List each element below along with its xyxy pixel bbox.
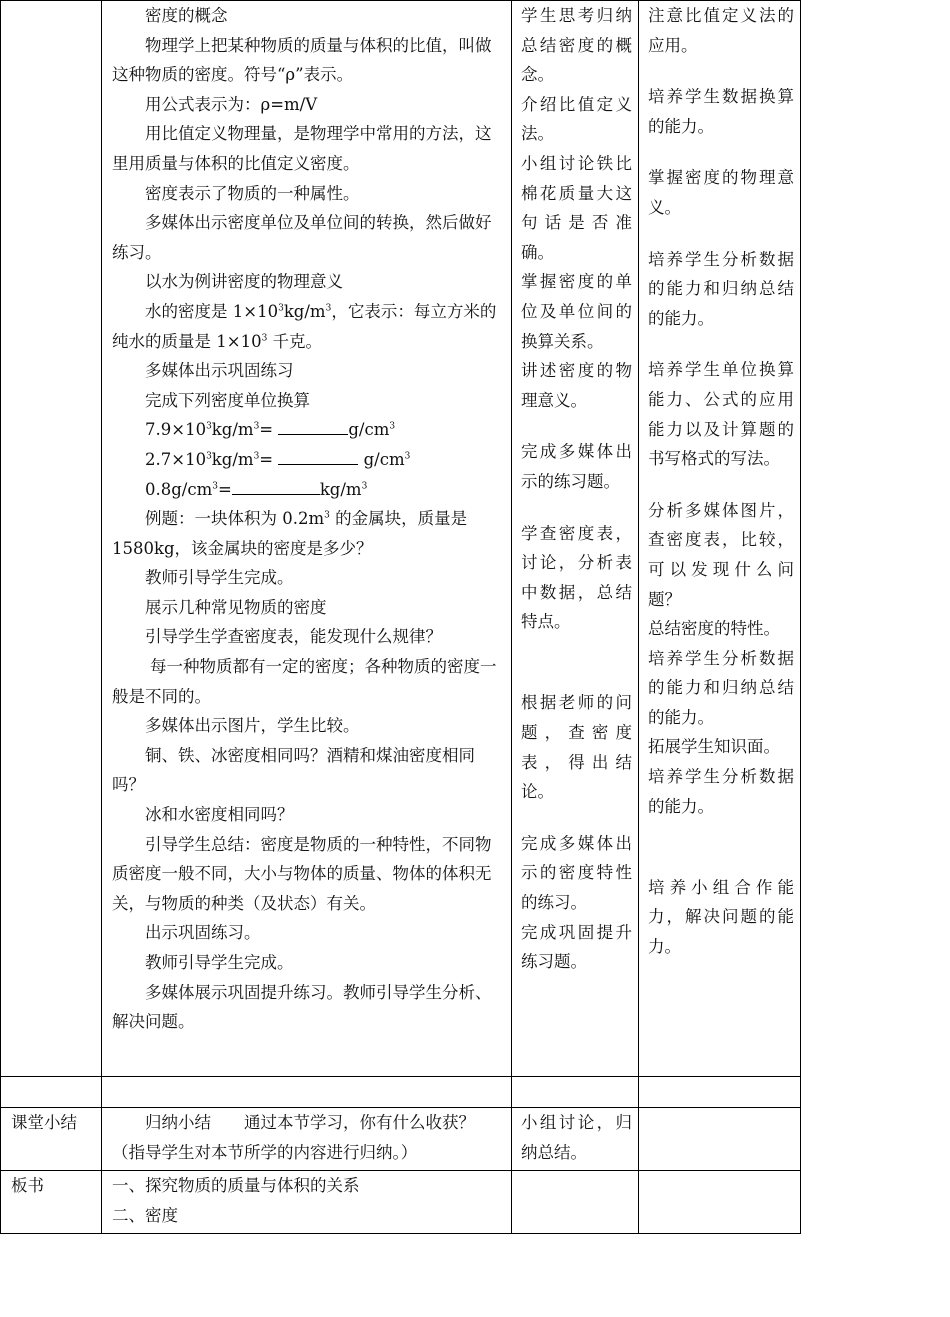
- board-label: 板书: [1, 1171, 102, 1234]
- summary-label: 课堂小结: [1, 1108, 102, 1171]
- water-density-text: 水的密度是 $1\times 10^3kg/m^3$，它表示：每立方米的纯水的质量是 $1\times 10^3$ 千克。: [112, 301, 497, 351]
- design-intent-9: 拓展学生知识面。: [648, 737, 780, 757]
- class-summary-row: [1, 1108, 801, 1171]
- design-intent-3: 掌握密度的物理意义。: [648, 168, 794, 217]
- student-activity-3: 小组讨论铁比棉花质量大这句话是否准确。: [521, 153, 632, 262]
- student-activity-10: 完成巩固提升练习题。: [521, 922, 632, 972]
- advanced-exercise-text: 多媒体展示巩固提升练习。教师引导学生分析、解决问题。: [112, 982, 492, 1032]
- board-row: [1, 1171, 801, 1234]
- summary-student-activity: 小组讨论，归纳总结。: [512, 1108, 639, 1171]
- definition-text: 物理学上把某种物质的质量与体积的比值，叫做这种物质的密度。符号“ρ”表示。: [112, 35, 492, 85]
- board-line-2: 二、密度: [112, 1205, 178, 1225]
- summary-content: [102, 1108, 512, 1171]
- design-intent-7: 总结密度的特性。: [648, 619, 780, 639]
- exercise-heading: 多媒体出示巩固练习: [145, 361, 294, 381]
- student-activity-9: 完成多媒体出示的密度特性的练习。: [521, 833, 632, 913]
- teaching-process-row: [1, 1, 801, 1077]
- design-intent-11: 培养小组合作能力，解决问题的能力。: [648, 877, 794, 957]
- design-intent-2: 培养学生数据换算的能力。: [648, 87, 794, 136]
- unit-conversion-text: 多媒体出示密度单位及单位间的转换，然后做好练习。: [112, 213, 492, 262]
- design-intent-5: 培养学生单位换算能力、公式的应用能力以及计算题的书写格式的写法。: [648, 360, 794, 469]
- density-table-question: 引导学生学查密度表，能发现什么规律？: [145, 627, 442, 647]
- exercise-3: $0.8g/cm^3= kg/m^3$: [112, 475, 503, 505]
- student-activity-cell: [512, 1, 639, 1077]
- design-intent-6: 分析多媒体图片，查密度表，比较，可以发现什么问题？: [648, 500, 794, 609]
- water-example-heading: 以水为例讲密度的物理意义: [145, 272, 343, 292]
- student-activity-7: 学查密度表，讨论，分析表中数据，总结特点。: [521, 523, 632, 632]
- property-text: 密度表示了物质的一种属性。: [145, 183, 360, 203]
- answer-blank[interactable]: [278, 446, 358, 465]
- teacher-activity-cell: [102, 1, 512, 1077]
- summary-guidance-text: 引导学生总结：密度是物质的一种特性，不同物质密度一般不同，大小与物体的质量、物体的体积无关，与物质的种类（及状态）有关。: [112, 834, 492, 913]
- teacher-guidance-text: 教师引导学生完成。: [145, 568, 294, 588]
- summary-title: 归纳小结: [145, 1113, 211, 1132]
- consolidation-text: 出示巩固练习。: [145, 923, 261, 943]
- answer-blank[interactable]: [232, 476, 320, 495]
- stage-label-cell: [1, 1, 102, 1077]
- student-activity-5: 讲述密度的物理意义。: [521, 361, 632, 410]
- density-rule-text: 每一种物质都有一定的密度；各种物质的密度一般是不同的。: [112, 657, 497, 706]
- example-problem: 例题：一块体积为 $0.2m^3$ 的金属块，质量是 1580kg，该金属块的密度是多少？: [112, 509, 468, 558]
- student-activity-4: 掌握密度的单位及单位间的换算关系。: [521, 272, 632, 351]
- design-intent-1: 注意比值定义法的应用。: [648, 6, 794, 55]
- teacher-guidance-text-2: 教师引导学生完成。: [145, 953, 294, 972]
- exercise-1: $7.9\times 10^3kg/m^3= g/cm^3$: [112, 415, 503, 445]
- compare-question-2: 冰和水密度相同吗？: [145, 805, 294, 825]
- summary-text: 通过本节学习，你有什么收获？（指导学生对本节所学的内容进行归纳。）: [112, 1113, 475, 1162]
- student-activity-8: 根据老师的问题，查密度表，得出结论。: [521, 693, 632, 802]
- exercise-2: $2.7\times 10^3kg/m^3= g/cm^3$: [112, 445, 503, 475]
- student-activity-1: 学生思考归纳总结密度的概念。: [521, 6, 632, 85]
- design-intent-cell: [639, 1, 801, 1077]
- design-intent-4: 培养学生分析数据的能力和归纳总结的能力。: [648, 249, 794, 328]
- student-activity-2: 介绍比值定义法。: [521, 94, 632, 144]
- student-activity-6: 完成多媒体出示的练习题。: [521, 442, 632, 491]
- picture-compare-text: 多媒体出示图片，学生比较。: [145, 716, 360, 736]
- design-intent-8: 培养学生分析数据的能力和归纳总结的能力。: [648, 648, 794, 727]
- ratio-definition-text: 用比值定义物理量，是物理学中常用的方法，这里用质量与体积的比值定义密度。: [112, 124, 492, 173]
- concept-heading: 密度的概念: [145, 6, 228, 25]
- empty-row: [1, 1077, 801, 1108]
- board-content: [102, 1171, 512, 1234]
- exercise-instruction: 完成下列密度单位换算: [145, 390, 310, 410]
- answer-blank[interactable]: [278, 416, 348, 435]
- summary-design-intent: [639, 1108, 801, 1171]
- formula-text: 用公式表示为：ρ=m/V: [145, 94, 318, 114]
- design-intent-10: 培养学生分析数据的能力。: [648, 767, 794, 816]
- board-line-1: 一、探究物质的质量与体积的关系: [112, 1176, 360, 1195]
- density-display-text: 展示几种常见物质的密度: [145, 597, 327, 617]
- compare-question-1: 铜、铁、冰密度相同吗？酒精和煤油密度相同吗？: [112, 745, 475, 795]
